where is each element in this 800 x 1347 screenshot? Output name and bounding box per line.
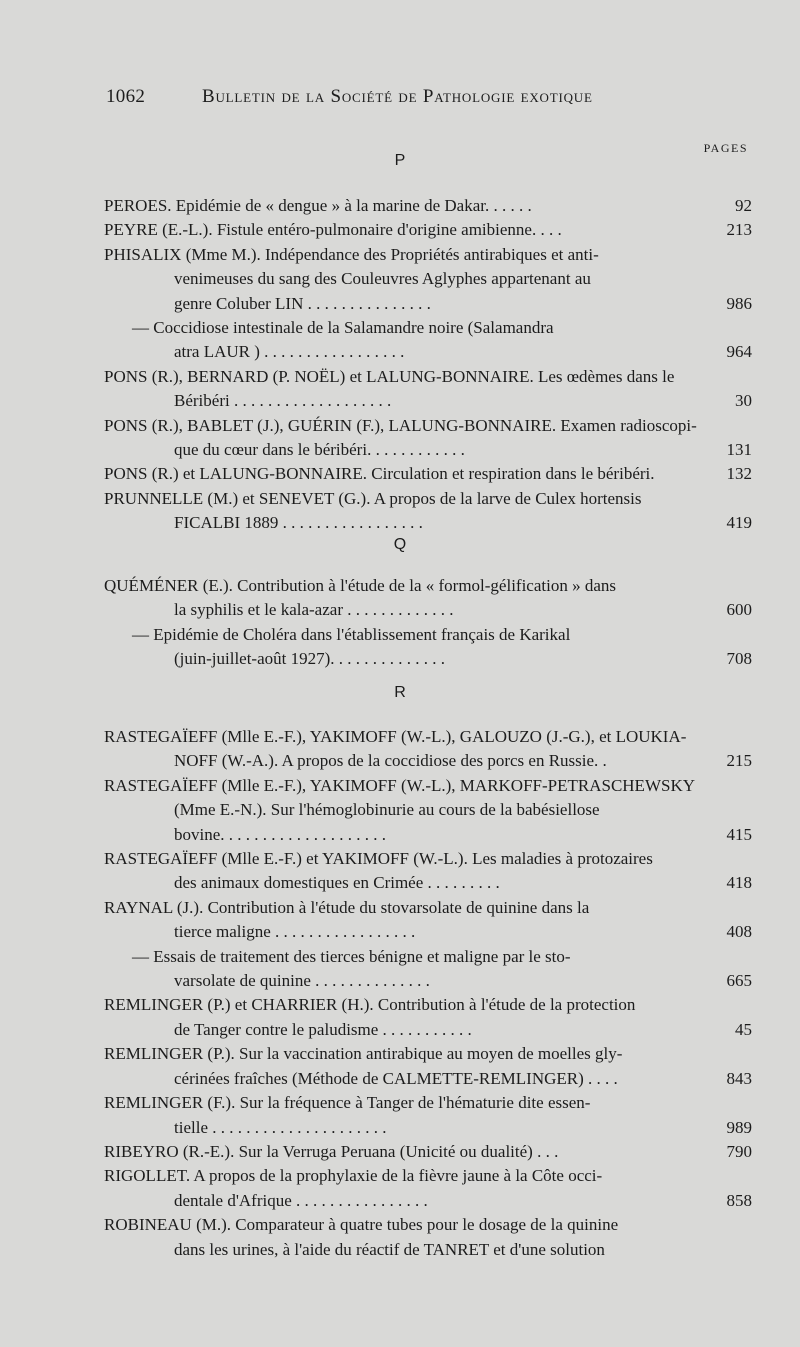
- entry-line: que du cœur dans le béribéri. . . . . . . . . . . .: [174, 440, 465, 460]
- entry-text: [104, 945, 752, 994]
- index-entry: [104, 993, 752, 1042]
- entry-text: [104, 623, 752, 672]
- entry-line: (juin-juillet-août 1927). . . . . . . . . . . . . .: [174, 649, 446, 669]
- section-p-entries: [104, 194, 752, 536]
- entry-line: la syphilis et le kala-azar . . . . . . . . . . . . .: [174, 600, 454, 620]
- entry-text: [104, 414, 752, 463]
- index-entry: [104, 945, 752, 994]
- entry-line: genre Coluber LIN . . . . . . . . . . . . . . .: [174, 293, 431, 313]
- entry-page-number: 419: [726, 513, 752, 533]
- entry-text: [104, 365, 752, 414]
- entry-line: PONS (R.) et LALUNG-BONNAIRE. Circulation et respiration dans le béribéri.: [104, 464, 655, 484]
- entry-page-number: 132: [726, 464, 752, 484]
- entry-line: RIBEYRO (R.-E.). Sur la Verruga Peruana (Unicité ou dualité) . . .: [104, 1141, 559, 1161]
- entry-page-number: 858: [726, 1190, 752, 1210]
- entry-line: PRUNNELLE (M.) et SENEVET (G.). A propos de la larve de Culex hortensis: [104, 488, 642, 508]
- entry-page-number: 215: [726, 751, 752, 771]
- entry-text: [104, 1091, 752, 1140]
- entry-line: NOFF (W.-A.). A propos de la coccidiose des porcs en Russie. .: [174, 751, 607, 771]
- entry-line: PEYRE (E.-L.). Fistule entéro-pulmonaire d'origine amibienne. . . .: [104, 220, 562, 240]
- entry-text: [104, 487, 752, 536]
- index-entry: [104, 1042, 752, 1091]
- section-q-entries: [104, 574, 752, 672]
- entry-text: [104, 218, 752, 242]
- entry-line: bovine. . . . . . . . . . . . . . . . . . . .: [174, 824, 387, 844]
- entry-line: PEROES. Epidémie de « dengue » à la marine de Dakar. . . . . .: [104, 196, 532, 215]
- entry-line: RASTEGAÏEFF (Mlle E.-F.), YAKIMOFF (W.-L.), MARKOFF-PETRASCHEWSKY: [104, 775, 695, 795]
- entry-text: [104, 725, 752, 774]
- entry-line: PONS (R.), BERNARD (P. NOËL) et LALUNG-BONNAIRE. Les œdèmes dans le: [104, 366, 675, 386]
- entry-text: [104, 462, 752, 486]
- entry-text: [104, 316, 752, 365]
- index-entry: [104, 574, 752, 623]
- entry-line: des animaux domestiques en Crimée . . . . . . . . .: [174, 873, 500, 893]
- entry-text: [104, 574, 752, 623]
- entry-page-number: 30: [735, 391, 752, 411]
- entry-page-number: 213: [726, 220, 752, 240]
- entry-line: FICALBI 1889 . . . . . . . . . . . . . . . . .: [174, 513, 423, 533]
- entry-line: ROBINEAU (M.). Comparateur à quatre tubes pour le dosage de la quinine: [104, 1215, 619, 1235]
- index-entry: [104, 774, 752, 847]
- index-entry: [104, 1091, 752, 1140]
- entry-page-number: 989: [726, 1117, 752, 1137]
- entry-line: REMLINGER (P.) et CHARRIER (H.). Contribution à l'étude de la protection: [104, 995, 636, 1015]
- section-letter-r: R: [394, 684, 406, 701]
- entry-text: [104, 1140, 752, 1164]
- entry-line: Béribéri . . . . . . . . . . . . . . . . . . .: [174, 391, 392, 411]
- entry-line: RASTEGAÏEFF (Mlle E.-F.) et YAKIMOFF (W.-L.). Les maladies à protozaires: [104, 849, 653, 869]
- index-entry: [104, 243, 752, 316]
- index-entry: [104, 1164, 752, 1213]
- entry-line: RAYNAL (J.). Contribution à l'étude du stovarsolate de quinine dans la: [104, 897, 590, 917]
- entry-page-number: 45: [735, 1019, 752, 1039]
- index-entry: [104, 414, 752, 463]
- index-entry: [104, 623, 752, 672]
- entry-line: — Epidémie de Choléra dans l'établissement français de Karikal: [132, 624, 571, 644]
- entry-page-number: 418: [726, 873, 752, 893]
- entry-page-number: 600: [726, 600, 752, 620]
- index-entry: [104, 1140, 752, 1164]
- entry-line: QUÉMÉNER (E.). Contribution à l'étude de la « formol-gélification » dans: [104, 576, 617, 595]
- entry-page-number: 408: [726, 922, 752, 942]
- entry-page-number: 415: [726, 824, 752, 844]
- entry-page-number: 986: [726, 293, 752, 313]
- entry-page-number: 708: [726, 649, 752, 669]
- entry-line: — Coccidiose intestinale de la Salamandre noire (Salamandra: [132, 318, 554, 338]
- section-letter-p: P: [394, 152, 406, 169]
- entry-line: de Tanger contre le paludisme . . . . . . . . . . .: [174, 1019, 472, 1039]
- index-entry: [104, 847, 752, 896]
- entry-line: tielle . . . . . . . . . . . . . . . . . . . . .: [174, 1117, 387, 1137]
- entry-line: venimeuses du sang des Couleuvres Aglyphes appartenant au: [174, 269, 591, 289]
- pages-column-label: PAGES: [703, 141, 748, 155]
- entry-line: REMLINGER (P.). Sur la vaccination antirabique au moyen de moelles gly-: [104, 1044, 623, 1064]
- entry-line: cérinées fraîches (Méthode de CALMETTE-REMLINGER) . . . .: [174, 1068, 618, 1088]
- entry-page-number: 665: [726, 971, 752, 991]
- entry-text: [104, 1213, 752, 1262]
- entry-text: [104, 194, 752, 218]
- index-entry: [104, 1213, 752, 1262]
- entry-page-number: 131: [726, 440, 752, 460]
- entry-page-number: 843: [726, 1068, 752, 1088]
- section-letter-q: Q: [393, 536, 407, 553]
- entry-line: RASTEGAÏEFF (Mlle E.-F.), YAKIMOFF (W.-L.), GALOUZO (J.-G.), et LOUKIA-: [104, 727, 687, 746]
- entry-line: varsolate de quinine . . . . . . . . . . . . . .: [174, 971, 430, 991]
- index-entry: [104, 462, 752, 486]
- section-r-entries: [104, 725, 752, 1262]
- entry-text: [104, 993, 752, 1042]
- entry-line: PONS (R.), BABLET (J.), GUÉRIN (F.), LALUNG-BONNAIRE. Examen radioscopi-: [104, 415, 697, 435]
- entry-line: tierce maligne . . . . . . . . . . . . . . . . .: [174, 922, 416, 942]
- entry-page-number: 964: [726, 342, 752, 362]
- entry-line: RIGOLLET. A propos de la prophylaxie de la fièvre jaune à la Côte occi-: [104, 1166, 603, 1186]
- index-entry: [104, 194, 752, 218]
- page-number: 1062: [106, 86, 146, 107]
- entry-line: dans les urines, à l'aide du réactif de TANRET et d'une solution: [174, 1239, 605, 1259]
- entry-page-number: 790: [726, 1141, 752, 1161]
- entry-text: [104, 774, 752, 847]
- entry-line: REMLINGER (F.). Sur la fréquence à Tanger de l'hématurie dite essen-: [104, 1093, 591, 1113]
- journal-title: Bulletin de la Société de Pathologie exotique: [202, 86, 593, 107]
- entry-text: [104, 1042, 752, 1091]
- entry-text: [104, 847, 752, 896]
- entry-line: dentale d'Afrique . . . . . . . . . . . . . . . .: [174, 1190, 428, 1210]
- index-entry: [104, 896, 752, 945]
- index-entry: [104, 365, 752, 414]
- index-entry: [104, 487, 752, 536]
- entry-line: PHISALIX (Mme M.). Indépendance des Propriétés antirabiques et anti-: [104, 244, 599, 264]
- entry-line: — Essais de traitement des tierces bénigne et maligne par le sto-: [132, 946, 571, 966]
- index-entry: [104, 218, 752, 242]
- entry-line: atra LAUR ) . . . . . . . . . . . . . . . . .: [174, 342, 405, 362]
- entry-text: [104, 1164, 752, 1213]
- index-entry: [104, 316, 752, 365]
- entry-line: (Mme E.-N.). Sur l'hémoglobinurie au cours de la babésiellose: [174, 800, 600, 820]
- entry-text: [104, 243, 752, 316]
- entry-text: [104, 896, 752, 945]
- entry-page-number: 92: [735, 196, 752, 215]
- index-entry: [104, 725, 752, 774]
